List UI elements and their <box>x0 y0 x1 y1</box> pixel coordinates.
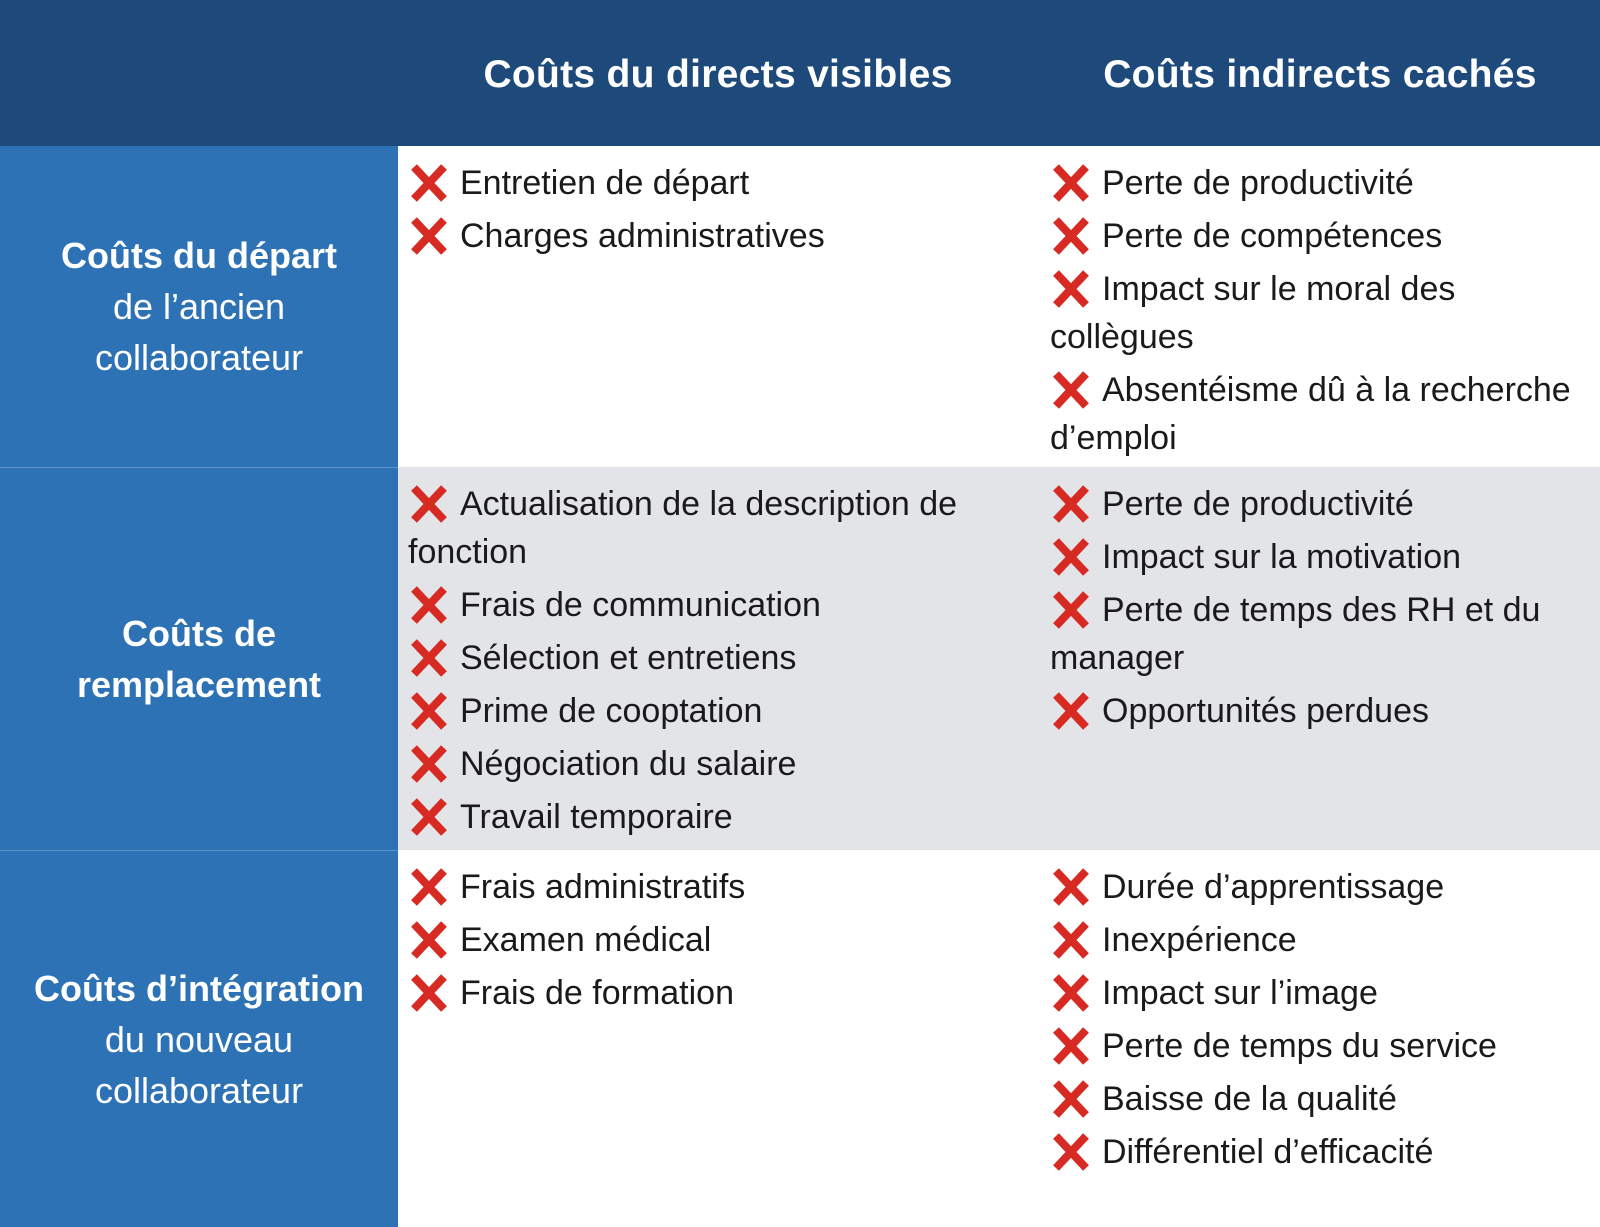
cross-icon <box>408 216 450 256</box>
list-item <box>1050 159 1600 207</box>
list-item-label: Perte de temps du service <box>1102 1027 1497 1065</box>
list-item <box>408 793 1040 841</box>
list-item <box>1050 212 1600 260</box>
cross-icon <box>408 484 450 524</box>
cell-indirect-departure <box>1040 146 1600 467</box>
list-item-label: Entretien de départ <box>460 164 750 202</box>
list-item <box>408 212 1040 260</box>
list-item-label: Frais administratifs <box>460 868 746 906</box>
cross-icon <box>408 585 450 625</box>
list-item-label: Frais de communication <box>460 586 821 624</box>
row-title-bold: Coûts d’intégration <box>34 967 364 1009</box>
row-integration-costs <box>0 850 1600 1227</box>
direct-costs-list <box>398 850 1040 1017</box>
cross-icon <box>1050 590 1092 630</box>
list-item-label: Négociation du salaire <box>460 745 797 783</box>
indirect-costs-list <box>1040 467 1600 735</box>
list-item-label: Charges administratives <box>460 217 825 255</box>
list-item-label: Impact sur l’image <box>1102 974 1378 1012</box>
list-item <box>1050 863 1600 911</box>
cross-icon <box>1050 1026 1092 1066</box>
indirect-costs-list <box>1040 146 1600 462</box>
list-item <box>1050 586 1600 682</box>
list-item-label: Inexpérience <box>1102 921 1297 959</box>
list-item-label: Perte de productivité <box>1102 164 1414 202</box>
cross-icon <box>1050 484 1092 524</box>
row-departure-costs <box>0 146 1600 467</box>
table-header <box>0 0 1600 146</box>
row-header-departure <box>0 146 398 467</box>
row-replacement-costs <box>0 467 1600 850</box>
list-item <box>408 863 1040 911</box>
column-header-direct-costs: Coûts du directs visibles <box>483 53 953 96</box>
indirect-costs-list <box>1040 850 1600 1176</box>
direct-costs-list <box>398 467 1040 841</box>
row-title-line: de l’ancien <box>112 286 286 327</box>
cross-icon <box>1050 691 1092 731</box>
row-title-line: collaborateur <box>94 337 304 378</box>
list-item <box>408 916 1040 964</box>
cross-icon <box>408 638 450 678</box>
list-item-label: Travail temporaire <box>460 798 733 836</box>
row-title-line: collaborateur <box>94 1069 304 1111</box>
cross-icon <box>1050 163 1092 203</box>
row-title-line: du nouveau <box>104 1018 294 1060</box>
list-item <box>1050 1075 1600 1123</box>
list-item-label: Perte de compétences <box>1102 217 1443 255</box>
list-item-label: Baisse de la qualité <box>1102 1080 1397 1118</box>
list-item <box>408 581 1040 629</box>
cross-icon <box>1050 537 1092 577</box>
list-item <box>408 480 1040 576</box>
row-header-replacement <box>0 467 398 850</box>
list-item <box>1050 1022 1600 1070</box>
row-title-bold: Coûts du départ <box>61 235 337 276</box>
cross-icon <box>1050 973 1092 1013</box>
list-item-label: Perte de productivité <box>1102 485 1414 523</box>
cross-icon <box>1050 1132 1092 1172</box>
list-item-label: Impact sur le moral des collègues <box>1050 270 1456 356</box>
cross-icon <box>1050 216 1092 256</box>
cross-icon <box>1050 269 1092 309</box>
list-item <box>1050 969 1600 1017</box>
list-item <box>408 969 1040 1017</box>
cross-icon <box>1050 920 1092 960</box>
list-item <box>1050 533 1600 581</box>
list-item-label: Prime de cooptation <box>460 692 763 730</box>
cell-indirect-integration <box>1040 850 1600 1227</box>
list-item <box>1050 265 1600 361</box>
list-item <box>1050 1128 1600 1176</box>
cross-icon <box>1050 1079 1092 1119</box>
cell-direct-integration <box>398 850 1040 1227</box>
cell-direct-replacement <box>398 467 1040 850</box>
list-item <box>1050 480 1600 528</box>
cross-icon <box>408 867 450 907</box>
cross-icon <box>408 797 450 837</box>
cross-icon <box>408 920 450 960</box>
list-item-label: Perte de temps des RH et du manager <box>1050 591 1541 677</box>
row-title-bold: remplacement <box>76 664 322 705</box>
list-item-label: Différentiel d’efficacité <box>1102 1133 1434 1171</box>
list-item-label: Examen médical <box>460 921 712 959</box>
list-item-label: Frais de formation <box>460 974 734 1012</box>
list-item-label: Absentéisme dû à la recherche d’emploi <box>1050 371 1571 457</box>
cross-icon <box>1050 370 1092 410</box>
list-item-label: Durée d’apprentissage <box>1102 868 1445 906</box>
list-item <box>1050 687 1600 735</box>
cross-icon <box>408 744 450 784</box>
direct-costs-list <box>398 146 1040 260</box>
column-header-indirect-costs: Coûts indirects cachés <box>1103 53 1537 96</box>
row-title-bold: Coûts de <box>121 613 276 654</box>
cell-indirect-replacement <box>1040 467 1600 850</box>
list-item <box>1050 916 1600 964</box>
list-item <box>408 687 1040 735</box>
cell-direct-departure <box>398 146 1040 467</box>
cross-icon <box>408 691 450 731</box>
list-item-label: Actualisation de la description de fonction <box>408 485 958 571</box>
list-item-label: Sélection et entretiens <box>460 639 797 677</box>
cross-icon <box>1050 867 1092 907</box>
row-header-integration <box>0 850 398 1227</box>
list-item-label: Opportunités perdues <box>1102 692 1429 730</box>
list-item <box>408 740 1040 788</box>
cross-icon <box>408 163 450 203</box>
list-item <box>408 634 1040 682</box>
list-item <box>1050 366 1600 462</box>
list-item <box>408 159 1040 207</box>
cross-icon <box>408 973 450 1013</box>
list-item-label: Impact sur la motivation <box>1102 538 1462 576</box>
